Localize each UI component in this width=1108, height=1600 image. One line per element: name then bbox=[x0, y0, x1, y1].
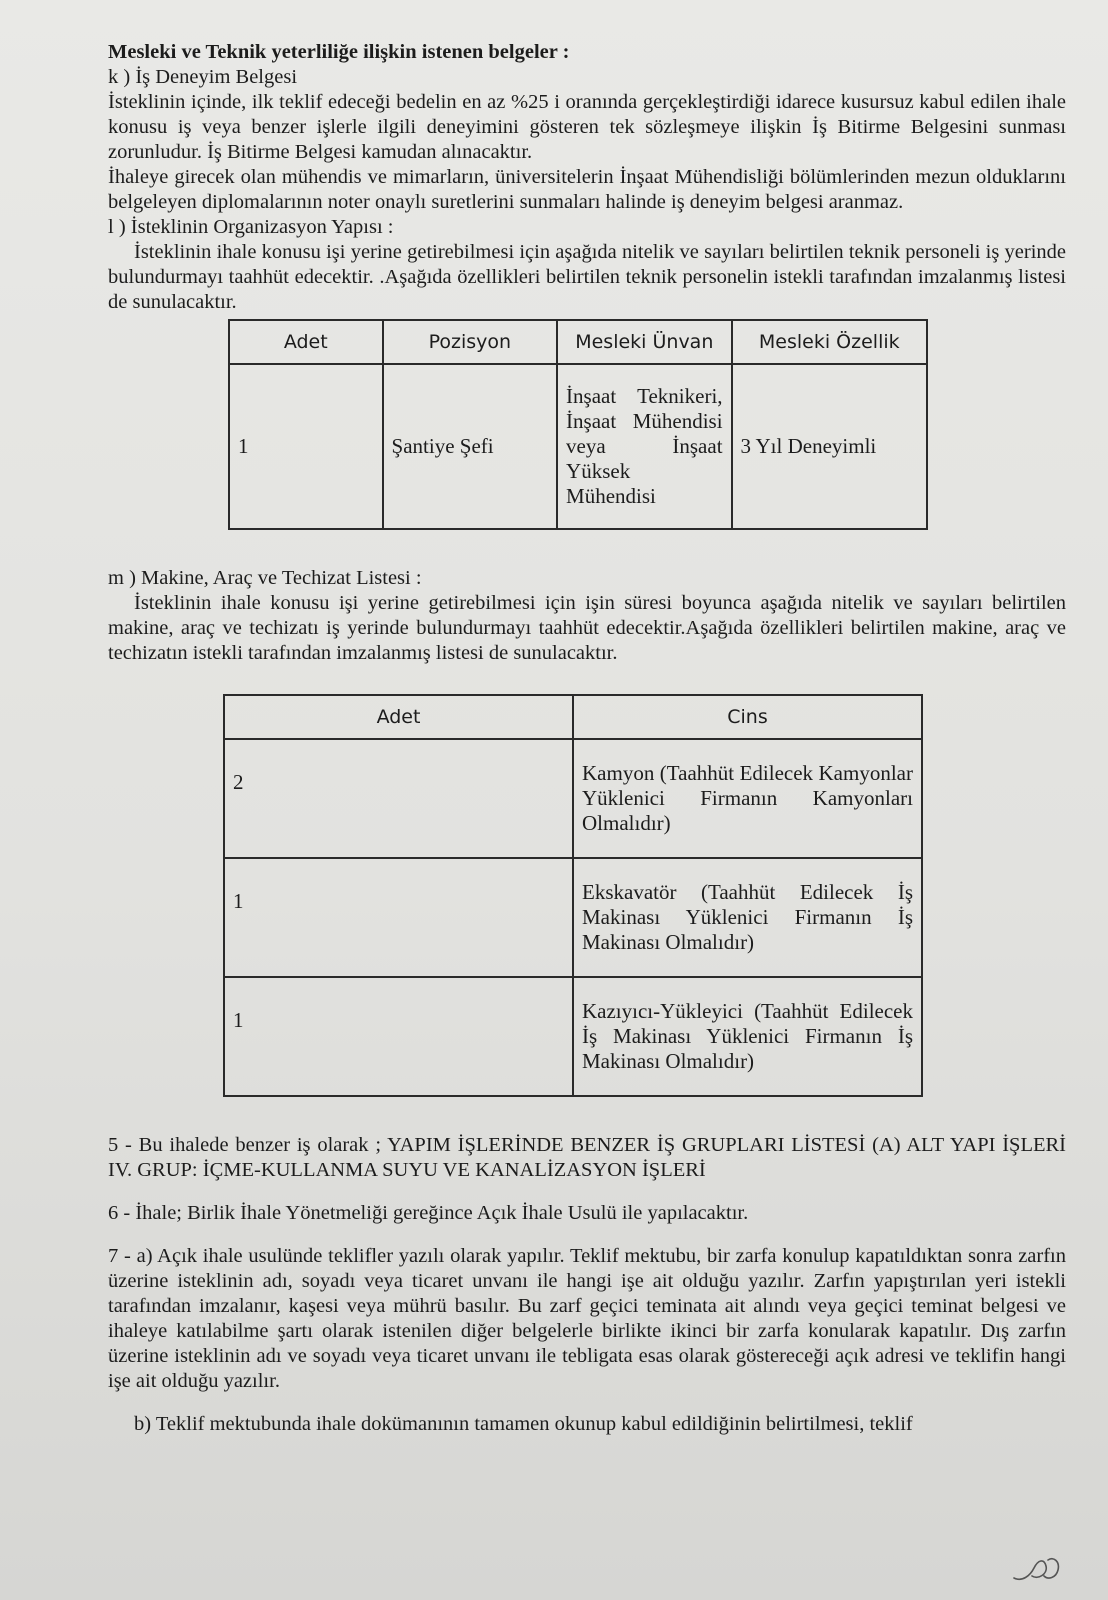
l-title: l ) İsteklinin Organizasyon Yapısı : bbox=[108, 216, 394, 238]
cell-cins: Kamyon (Taahhüt Edilecek Kamyonlar Yüklenici Firmanın Kamyonları Olmalıdır) bbox=[573, 739, 922, 858]
initials-signature-icon bbox=[1008, 1552, 1068, 1586]
m-title: m ) Makine, Araç ve Techizat Listesi : bbox=[108, 567, 422, 589]
personnel-table bbox=[228, 319, 928, 530]
table-row bbox=[224, 977, 922, 1096]
cell-adet: 1 bbox=[229, 364, 383, 529]
l-paragraph: İsteklinin ihale konusu işi yerine getirebilmesi için aşağıda nitelik ve sayıları belirtilen teknik personeli iş yerinde bulundurmayı taahhüt edecektir. .Aşağıda özellikleri belirtilen teknik personelin istekli tarafından imzalanmış listesi de sunulacaktır. bbox=[108, 241, 1066, 313]
cell-cins: Ekskavatör (Taahhüt Edilecek İş Makinası Yüklenici Firmanın İş Makinası Olmalıdır) bbox=[573, 858, 922, 977]
m-paragraph: İsteklinin ihale konusu işi yerine getirebilmesi için işin süresi boyunca aşağıda nitelik ve sayıları belirtilen makine, araç ve techizatı iş yerinde bulundurmayı taahhüt edecektir.Aşağıda özellikleri belirtilen makine, araç ve techizatın istekli tarafından imzalanmış listesi de sunulacaktır. bbox=[108, 592, 1066, 664]
personnel-header-row bbox=[229, 320, 927, 364]
table-row bbox=[224, 739, 922, 858]
cell-cins: Kazıyıcı-Yükleyici (Taahhüt Edilecek İş Makinası Yüklenici Firmanın İş Makinası Olmalıdır) bbox=[573, 977, 922, 1096]
header-mesleki-ozellik: Mesleki Özellik bbox=[732, 320, 927, 364]
cell-mesleki-ozellik: 3 Yıl Deneyimli bbox=[732, 364, 927, 529]
section-heading: Mesleki ve Teknik yeterliliğe ilişkin istenen belgeler : bbox=[108, 41, 570, 63]
cell-pozisyon: Şantiye Şefi bbox=[383, 364, 558, 529]
section-7a: 7 - a) Açık ihale usulünde teklifler yazılı olarak yapılır. Teklif mektubu, bir zarfa konulup kapatıldıktan sonra zarfın üzerine isteklinin adı, soyadı veya ticaret unvanı ile hangi işe ait olduğu yazılır. Zarfın yapıştırılan yeri istekli tarafından imzalanır, kaşesi veya mührü basılır. Bu zarf geçici teminata ait alındı veya geçici teminat belgesi ve ihaleye katılabilme şartı olarak istenilen diğer belgelerle birlikte ikinci bir zarfa konularak kapatılır. Dış zarfın üzerine isteklinin adı ve soyadı veya ticaret unvanı ile tebligata esas olarak göstereceği açık adresi ve teklifin hangi işe ait olduğu yazılır. bbox=[108, 1245, 1066, 1392]
cell-adet: 2 bbox=[224, 739, 573, 858]
header-cins: Cins bbox=[573, 695, 922, 739]
section-7b: b) Teklif mektubunda ihale dokümanının tamamen okunup kabul edildiğinin belirtilmesi, teklif bbox=[134, 1413, 913, 1435]
cell-adet: 1 bbox=[224, 858, 573, 977]
header-adet: Adet bbox=[229, 320, 383, 364]
k-title: k ) İş Deneyim Belgesi bbox=[108, 66, 298, 88]
k-paragraph-1: İsteklinin içinde, ilk teklif edeceği bedelin en az %25 i oranında gerçekleştirdiği idarece kusursuz kabul edilen ihale konusu iş veya benzer işlerle ilgili deneyimini gösteren tek sözleşmeye ilişkin İş Bitirme Belgesini sunması zorunludur. İş Bitirme Belgesi kamudan alınacaktır. bbox=[108, 91, 1066, 163]
header-adet: Adet bbox=[224, 695, 573, 739]
equipment-header-row bbox=[224, 695, 922, 739]
table-row bbox=[224, 858, 922, 977]
section-6: 6 - İhale; Birlik İhale Yönetmeliği gereğince Açık İhale Usulü ile yapılacaktır. bbox=[108, 1202, 749, 1224]
document-body bbox=[108, 40, 1066, 1437]
cell-adet: 1 bbox=[224, 977, 573, 1096]
header-pozisyon: Pozisyon bbox=[383, 320, 558, 364]
header-mesleki-unvan: Mesleki Ünvan bbox=[557, 320, 732, 364]
section-5: 5 - Bu ihalede benzer iş olarak ; YAPIM İŞLERİNDE BENZER İŞ GRUPLARI LİSTESİ (A) ALT YAPI İŞLERİ IV. GRUP: İÇME-KULLANMA SUYU VE KANALİZASYON İŞLERİ bbox=[108, 1134, 1066, 1181]
table-row bbox=[229, 364, 927, 529]
equipment-table bbox=[223, 694, 923, 1097]
k-paragraph-2: İhaleye girecek olan mühendis ve mimarların, üniversitelerin İnşaat Mühendisliği bölümlerinden mezun olduklarını belgeleyen diplomalarının noter onaylı suretlerini sunmaları halinde iş deneyim belgesi aranmaz. bbox=[108, 166, 1066, 213]
cell-mesleki-unvan: İnşaat Teknikeri, İnşaat Mühendisi veya İnşaat Yüksek Mühendisi bbox=[557, 364, 732, 529]
